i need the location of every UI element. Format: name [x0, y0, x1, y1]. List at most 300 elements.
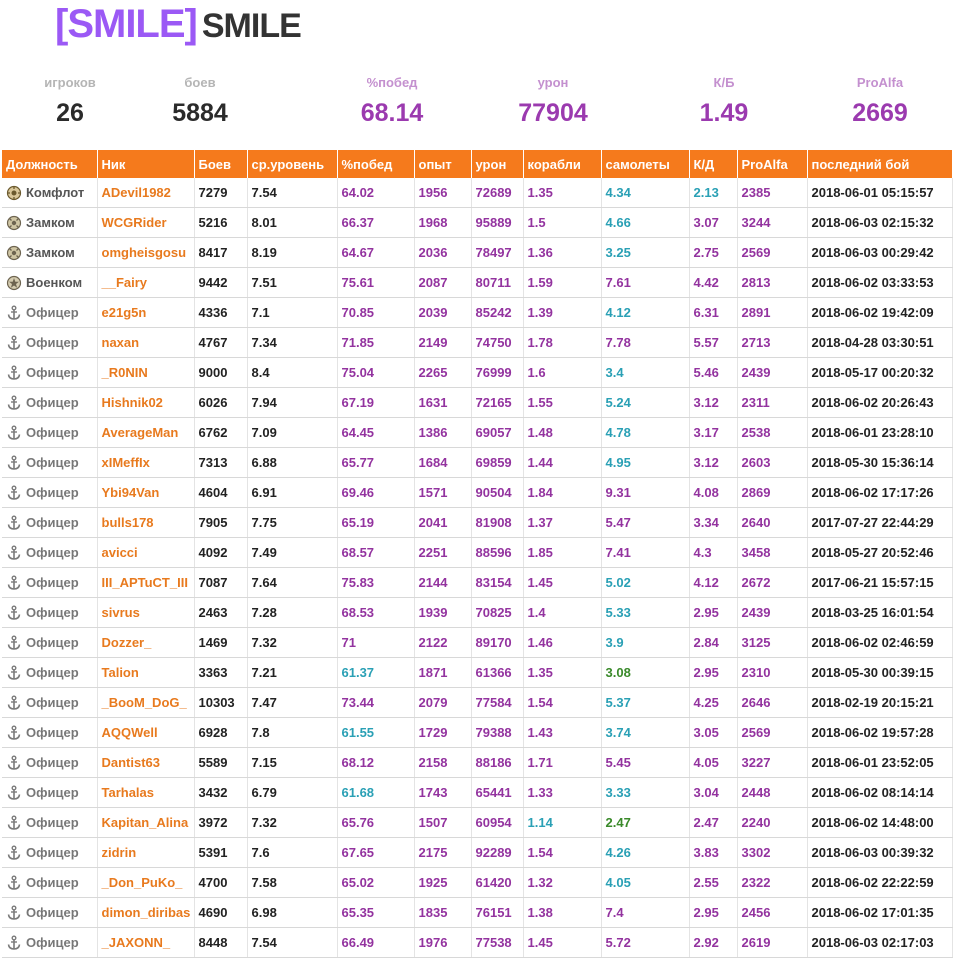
stat-label: %побед	[366, 75, 418, 90]
kd-cell: 4.12	[689, 568, 737, 598]
stat-value: 1.49	[699, 99, 749, 127]
ships-cell: 1.54	[523, 688, 601, 718]
anchor-icon	[6, 425, 22, 441]
player-nick-link[interactable]: __Fairy	[97, 268, 194, 298]
last-cell: 2017-06-21 15:57:15	[807, 568, 952, 598]
role-cell	[2, 268, 97, 298]
ships-cell: 1.38	[523, 898, 601, 928]
planes-cell: 4.12	[601, 298, 689, 328]
proalfa-cell: 2322	[737, 868, 807, 898]
role-cell	[2, 928, 97, 958]
role-label: Офицер	[26, 905, 79, 920]
dmg-cell: 83154	[471, 568, 523, 598]
table-row[interactable]	[2, 628, 952, 658]
proalfa-cell: 2456	[737, 898, 807, 928]
ships-cell: 1.43	[523, 718, 601, 748]
role-label: Офицер	[26, 335, 79, 350]
win-cell: 75.04	[337, 358, 414, 388]
ships-cell: 1.6	[523, 358, 601, 388]
dmg-cell: 76999	[471, 358, 523, 388]
column-header[interactable]: К/Д	[689, 150, 737, 178]
role-cell	[2, 778, 97, 808]
battles-cell: 6026	[194, 388, 247, 418]
battles-cell: 1469	[194, 628, 247, 658]
kd-cell: 2.84	[689, 628, 737, 658]
role-cell	[2, 508, 97, 538]
planes-cell: 5.72	[601, 928, 689, 958]
column-header[interactable]: %побед	[337, 150, 414, 178]
role-label: Офицер	[26, 845, 79, 860]
last-cell: 2018-06-02 08:14:14	[807, 778, 952, 808]
win-cell: 66.49	[337, 928, 414, 958]
level-cell: 7.75	[247, 508, 337, 538]
ships-cell: 1.37	[523, 508, 601, 538]
table-row[interactable]	[2, 448, 952, 478]
last-cell: 2018-06-03 00:29:42	[807, 238, 952, 268]
proalfa-cell: 2813	[737, 268, 807, 298]
dmg-cell: 90504	[471, 478, 523, 508]
player-nick-link[interactable]: _R0NIN	[97, 358, 194, 388]
planes-cell: 7.78	[601, 328, 689, 358]
last-cell: 2018-06-02 02:46:59	[807, 628, 952, 658]
ships-cell: 1.39	[523, 298, 601, 328]
anchor-icon	[6, 875, 22, 891]
anchor-icon	[6, 725, 22, 741]
table-row[interactable]	[2, 358, 952, 388]
table-row[interactable]	[2, 268, 952, 298]
table-row[interactable]	[2, 538, 952, 568]
level-cell: 7.64	[247, 568, 337, 598]
level-cell: 7.47	[247, 688, 337, 718]
planes-cell: 4.66	[601, 208, 689, 238]
table-row[interactable]	[2, 688, 952, 718]
last-cell: 2018-06-03 00:39:32	[807, 838, 952, 868]
anchor-icon	[6, 485, 22, 501]
anchor-icon	[6, 785, 22, 801]
role-cell	[2, 178, 97, 208]
column-header[interactable]: Должность	[2, 150, 97, 178]
win-cell: 61.37	[337, 658, 414, 688]
proalfa-cell: 2240	[737, 808, 807, 838]
level-cell: 7.54	[247, 928, 337, 958]
clan-stats	[0, 74, 957, 134]
exp-cell: 1571	[414, 478, 471, 508]
exp-cell: 2251	[414, 538, 471, 568]
role-label: Офицер	[26, 815, 79, 830]
anchor-icon	[6, 575, 22, 591]
ships-cell: 1.32	[523, 868, 601, 898]
dmg-cell: 72165	[471, 388, 523, 418]
table-row[interactable]	[2, 658, 952, 688]
last-cell: 2018-03-25 16:01:54	[807, 598, 952, 628]
win-cell: 71	[337, 628, 414, 658]
dmg-cell: 60954	[471, 808, 523, 838]
win-cell: 71.85	[337, 328, 414, 358]
table-row[interactable]	[2, 238, 952, 268]
exp-cell: 2039	[414, 298, 471, 328]
dmg-cell: 85242	[471, 298, 523, 328]
planes-cell: 3.9	[601, 628, 689, 658]
win-cell: 65.35	[337, 898, 414, 928]
ships-cell: 1.14	[523, 808, 601, 838]
ships-cell: 1.33	[523, 778, 601, 808]
player-nick-link[interactable]: Ybi94Van	[97, 478, 194, 508]
ships-cell: 1.35	[523, 658, 601, 688]
stat-block	[0, 74, 140, 128]
battles-cell: 7087	[194, 568, 247, 598]
win-cell: 65.76	[337, 808, 414, 838]
members-table	[2, 150, 953, 958]
role-cell	[2, 448, 97, 478]
column-header[interactable]: урон	[471, 150, 523, 178]
player-nick-link[interactable]: _Don_PuKo_	[97, 868, 194, 898]
role-label: Офицер	[26, 605, 79, 620]
anchor-icon	[6, 605, 22, 621]
stat-label: игроков	[44, 75, 96, 90]
battles-cell: 3972	[194, 808, 247, 838]
planes-cell: 9.31	[601, 478, 689, 508]
table-row[interactable]	[2, 928, 952, 958]
level-cell: 8.4	[247, 358, 337, 388]
kd-cell: 4.42	[689, 268, 737, 298]
battles-cell: 6928	[194, 718, 247, 748]
planes-cell: 4.78	[601, 418, 689, 448]
role-cell	[2, 748, 97, 778]
player-nick-link[interactable]: AverageMan	[97, 418, 194, 448]
stat-value: 5884	[172, 99, 228, 127]
planes-cell: 3.4	[601, 358, 689, 388]
role-label: Офицер	[26, 725, 79, 740]
table-row[interactable]	[2, 868, 952, 898]
kd-cell: 2.95	[689, 598, 737, 628]
last-cell: 2018-06-02 20:26:43	[807, 388, 952, 418]
dmg-cell: 69057	[471, 418, 523, 448]
win-cell: 73.44	[337, 688, 414, 718]
proalfa-cell: 2311	[737, 388, 807, 418]
player-nick-link[interactable]: Dozzer_	[97, 628, 194, 658]
battles-cell: 5216	[194, 208, 247, 238]
player-nick-link[interactable]: avicci	[97, 538, 194, 568]
player-nick-link[interactable]: Dantist63	[97, 748, 194, 778]
column-header[interactable]: опыт	[414, 150, 471, 178]
kd-cell: 3.07	[689, 208, 737, 238]
role-label: Офицер	[26, 455, 79, 470]
exp-cell: 1956	[414, 178, 471, 208]
battles-cell: 5589	[194, 748, 247, 778]
level-cell: 7.21	[247, 658, 337, 688]
player-nick-link[interactable]: zidrin	[97, 838, 194, 868]
planes-cell: 5.33	[601, 598, 689, 628]
player-nick-link[interactable]: Tarhalas	[97, 778, 194, 808]
dmg-cell: 69859	[471, 448, 523, 478]
level-cell: 6.88	[247, 448, 337, 478]
kd-cell: 5.57	[689, 328, 737, 358]
proalfa-cell: 2869	[737, 478, 807, 508]
kd-cell: 2.92	[689, 928, 737, 958]
stat-value: 26	[56, 99, 84, 127]
role-cell	[2, 628, 97, 658]
dmg-cell: 77538	[471, 928, 523, 958]
battles-cell: 3363	[194, 658, 247, 688]
level-cell: 7.32	[247, 628, 337, 658]
ships-cell: 1.45	[523, 928, 601, 958]
exp-cell: 1835	[414, 898, 471, 928]
level-cell: 7.09	[247, 418, 337, 448]
role-label: Офицер	[26, 755, 79, 770]
table-row[interactable]	[2, 568, 952, 598]
last-cell: 2018-02-19 20:15:21	[807, 688, 952, 718]
proalfa-cell: 3244	[737, 208, 807, 238]
win-cell: 65.19	[337, 508, 414, 538]
battles-cell: 4767	[194, 328, 247, 358]
dmg-cell: 79388	[471, 718, 523, 748]
role-cell	[2, 718, 97, 748]
kd-cell: 3.34	[689, 508, 737, 538]
last-cell: 2018-05-27 20:52:46	[807, 538, 952, 568]
table-row[interactable]	[2, 208, 952, 238]
win-cell: 64.45	[337, 418, 414, 448]
proalfa-cell: 3302	[737, 838, 807, 868]
table-row[interactable]	[2, 178, 952, 208]
proalfa-cell: 2310	[737, 658, 807, 688]
level-cell: 7.94	[247, 388, 337, 418]
last-cell: 2017-07-27 22:44:29	[807, 508, 952, 538]
dmg-cell: 89170	[471, 628, 523, 658]
exp-cell: 2079	[414, 688, 471, 718]
planes-cell: 5.24	[601, 388, 689, 418]
win-cell: 68.53	[337, 598, 414, 628]
player-nick-link[interactable]: Hishnik02	[97, 388, 194, 418]
kd-cell: 3.05	[689, 718, 737, 748]
role-label: Офицер	[26, 395, 79, 410]
role-label: Офицер	[26, 695, 79, 710]
dmg-cell: 92289	[471, 838, 523, 868]
win-cell: 75.61	[337, 268, 414, 298]
planes-cell: 5.47	[601, 508, 689, 538]
win-cell: 65.02	[337, 868, 414, 898]
dmg-cell: 61420	[471, 868, 523, 898]
clan-tag: [SMILE]	[55, 2, 197, 46]
proalfa-cell: 2569	[737, 718, 807, 748]
level-cell: 7.54	[247, 178, 337, 208]
table-row[interactable]	[2, 748, 952, 778]
table-row[interactable]	[2, 418, 952, 448]
level-cell: 7.34	[247, 328, 337, 358]
role-cell	[2, 208, 97, 238]
win-cell: 67.19	[337, 388, 414, 418]
player-nick-link[interactable]: dimon_diribas	[97, 898, 194, 928]
planes-cell: 2.47	[601, 808, 689, 838]
kd-cell: 2.75	[689, 238, 737, 268]
kd-cell: 2.95	[689, 658, 737, 688]
ships-cell: 1.59	[523, 268, 601, 298]
table-row[interactable]	[2, 328, 952, 358]
column-header[interactable]: ProAlfa	[737, 150, 807, 178]
role-cell	[2, 898, 97, 928]
battles-cell: 4700	[194, 868, 247, 898]
planes-cell: 3.08	[601, 658, 689, 688]
battles-cell: 7279	[194, 178, 247, 208]
role-label: Замком	[26, 215, 75, 230]
table-row[interactable]	[2, 388, 952, 418]
column-header[interactable]: ср.уровень	[247, 150, 337, 178]
dmg-cell: 70825	[471, 598, 523, 628]
table-row[interactable]	[2, 808, 952, 838]
win-cell: 70.85	[337, 298, 414, 328]
player-nick-link[interactable]: Kapitan_Alina	[97, 808, 194, 838]
dmg-cell: 78497	[471, 238, 523, 268]
role-label: Офицер	[26, 305, 79, 320]
ships-cell: 1.44	[523, 448, 601, 478]
table-row[interactable]	[2, 478, 952, 508]
column-header[interactable]: самолеты	[601, 150, 689, 178]
proalfa-cell: 3458	[737, 538, 807, 568]
role-label: Офицер	[26, 935, 79, 950]
player-nick-link[interactable]: AQQWell	[97, 718, 194, 748]
proalfa-cell: 2538	[737, 418, 807, 448]
player-nick-link[interactable]: xIMeffIx	[97, 448, 194, 478]
stat-value: 77904	[518, 99, 588, 127]
role-label: Офицер	[26, 875, 79, 890]
battles-cell: 4336	[194, 298, 247, 328]
win-cell: 66.37	[337, 208, 414, 238]
exp-cell: 1871	[414, 658, 471, 688]
battles-cell: 4604	[194, 478, 247, 508]
proalfa-cell: 3125	[737, 628, 807, 658]
level-cell: 7.15	[247, 748, 337, 778]
ships-cell: 1.48	[523, 418, 601, 448]
player-nick-link[interactable]: sivrus	[97, 598, 194, 628]
commissar-icon	[6, 275, 22, 291]
table-row[interactable]	[2, 598, 952, 628]
ships-cell: 1.45	[523, 568, 601, 598]
dmg-cell: 88186	[471, 748, 523, 778]
level-cell: 6.79	[247, 778, 337, 808]
column-header[interactable]: Ник	[97, 150, 194, 178]
table-row[interactable]	[2, 898, 952, 928]
column-header[interactable]: Боев	[194, 150, 247, 178]
column-header[interactable]: корабли	[523, 150, 601, 178]
player-nick-link[interactable]: bulls178	[97, 508, 194, 538]
level-cell: 7.6	[247, 838, 337, 868]
role-cell	[2, 808, 97, 838]
anchor-icon	[6, 545, 22, 561]
proalfa-cell: 2439	[737, 598, 807, 628]
stat-block	[322, 74, 462, 128]
player-nick-link[interactable]: Talion	[97, 658, 194, 688]
clan-name: SMILE	[201, 7, 301, 45]
kd-cell: 2.13	[689, 178, 737, 208]
table-row[interactable]	[2, 718, 952, 748]
anchor-icon	[6, 845, 22, 861]
kd-cell: 3.04	[689, 778, 737, 808]
player-nick-link[interactable]: WCGRider	[97, 208, 194, 238]
exp-cell: 1684	[414, 448, 471, 478]
last-cell: 2018-06-02 19:57:28	[807, 718, 952, 748]
battles-cell: 8448	[194, 928, 247, 958]
player-nick-link[interactable]: _BooM_DoG_	[97, 688, 194, 718]
proalfa-cell: 2603	[737, 448, 807, 478]
player-nick-link[interactable]: III_APTuCT_III	[97, 568, 194, 598]
ships-cell: 1.84	[523, 478, 601, 508]
column-header[interactable]: последний бой	[807, 150, 952, 178]
table-row[interactable]	[2, 778, 952, 808]
player-nick-link[interactable]: naxan	[97, 328, 194, 358]
deputy-icon	[6, 245, 22, 261]
battles-cell: 9000	[194, 358, 247, 388]
planes-cell: 3.74	[601, 718, 689, 748]
win-cell: 75.83	[337, 568, 414, 598]
level-cell: 7.1	[247, 298, 337, 328]
role-cell	[2, 868, 97, 898]
battles-cell: 2463	[194, 598, 247, 628]
win-cell: 67.65	[337, 838, 414, 868]
role-cell	[2, 538, 97, 568]
table-row[interactable]	[2, 838, 952, 868]
anchor-icon	[6, 305, 22, 321]
win-cell: 69.46	[337, 478, 414, 508]
anchor-icon	[6, 815, 22, 831]
ships-cell: 1.5	[523, 208, 601, 238]
win-cell: 61.55	[337, 718, 414, 748]
last-cell: 2018-06-01 05:15:57	[807, 178, 952, 208]
player-nick-link[interactable]: omgheisgosu	[97, 238, 194, 268]
stat-label: урон	[537, 75, 569, 90]
commander-icon	[6, 185, 22, 201]
table-row[interactable]	[2, 508, 952, 538]
kd-cell: 5.46	[689, 358, 737, 388]
kd-cell: 2.95	[689, 898, 737, 928]
player-nick-link[interactable]: _JAXONN_	[97, 928, 194, 958]
ships-cell: 1.85	[523, 538, 601, 568]
stat-block	[130, 74, 270, 128]
role-label: Офицер	[26, 515, 79, 530]
last-cell: 2018-05-17 00:20:32	[807, 358, 952, 388]
exp-cell: 2036	[414, 238, 471, 268]
planes-cell: 4.26	[601, 838, 689, 868]
anchor-icon	[6, 635, 22, 651]
exp-cell: 1729	[414, 718, 471, 748]
battles-cell: 6762	[194, 418, 247, 448]
planes-cell: 5.37	[601, 688, 689, 718]
dmg-cell: 72689	[471, 178, 523, 208]
kd-cell: 3.12	[689, 448, 737, 478]
role-cell	[2, 838, 97, 868]
table-row[interactable]	[2, 298, 952, 328]
exp-cell: 1968	[414, 208, 471, 238]
role-label: Офицер	[26, 485, 79, 500]
role-cell	[2, 658, 97, 688]
dmg-cell: 81908	[471, 508, 523, 538]
kd-cell: 3.12	[689, 388, 737, 418]
deputy-icon	[6, 215, 22, 231]
last-cell: 2018-06-03 02:15:32	[807, 208, 952, 238]
level-cell: 7.28	[247, 598, 337, 628]
battles-cell: 4690	[194, 898, 247, 928]
stat-value: 2669	[852, 99, 908, 127]
dmg-cell: 74750	[471, 328, 523, 358]
role-cell	[2, 358, 97, 388]
kd-cell: 4.3	[689, 538, 737, 568]
player-nick-link[interactable]: e21g5n	[97, 298, 194, 328]
level-cell: 6.91	[247, 478, 337, 508]
role-cell	[2, 568, 97, 598]
role-cell	[2, 688, 97, 718]
anchor-icon	[6, 395, 22, 411]
player-nick-link[interactable]: ADevil1982	[97, 178, 194, 208]
ships-cell: 1.4	[523, 598, 601, 628]
exp-cell: 1631	[414, 388, 471, 418]
